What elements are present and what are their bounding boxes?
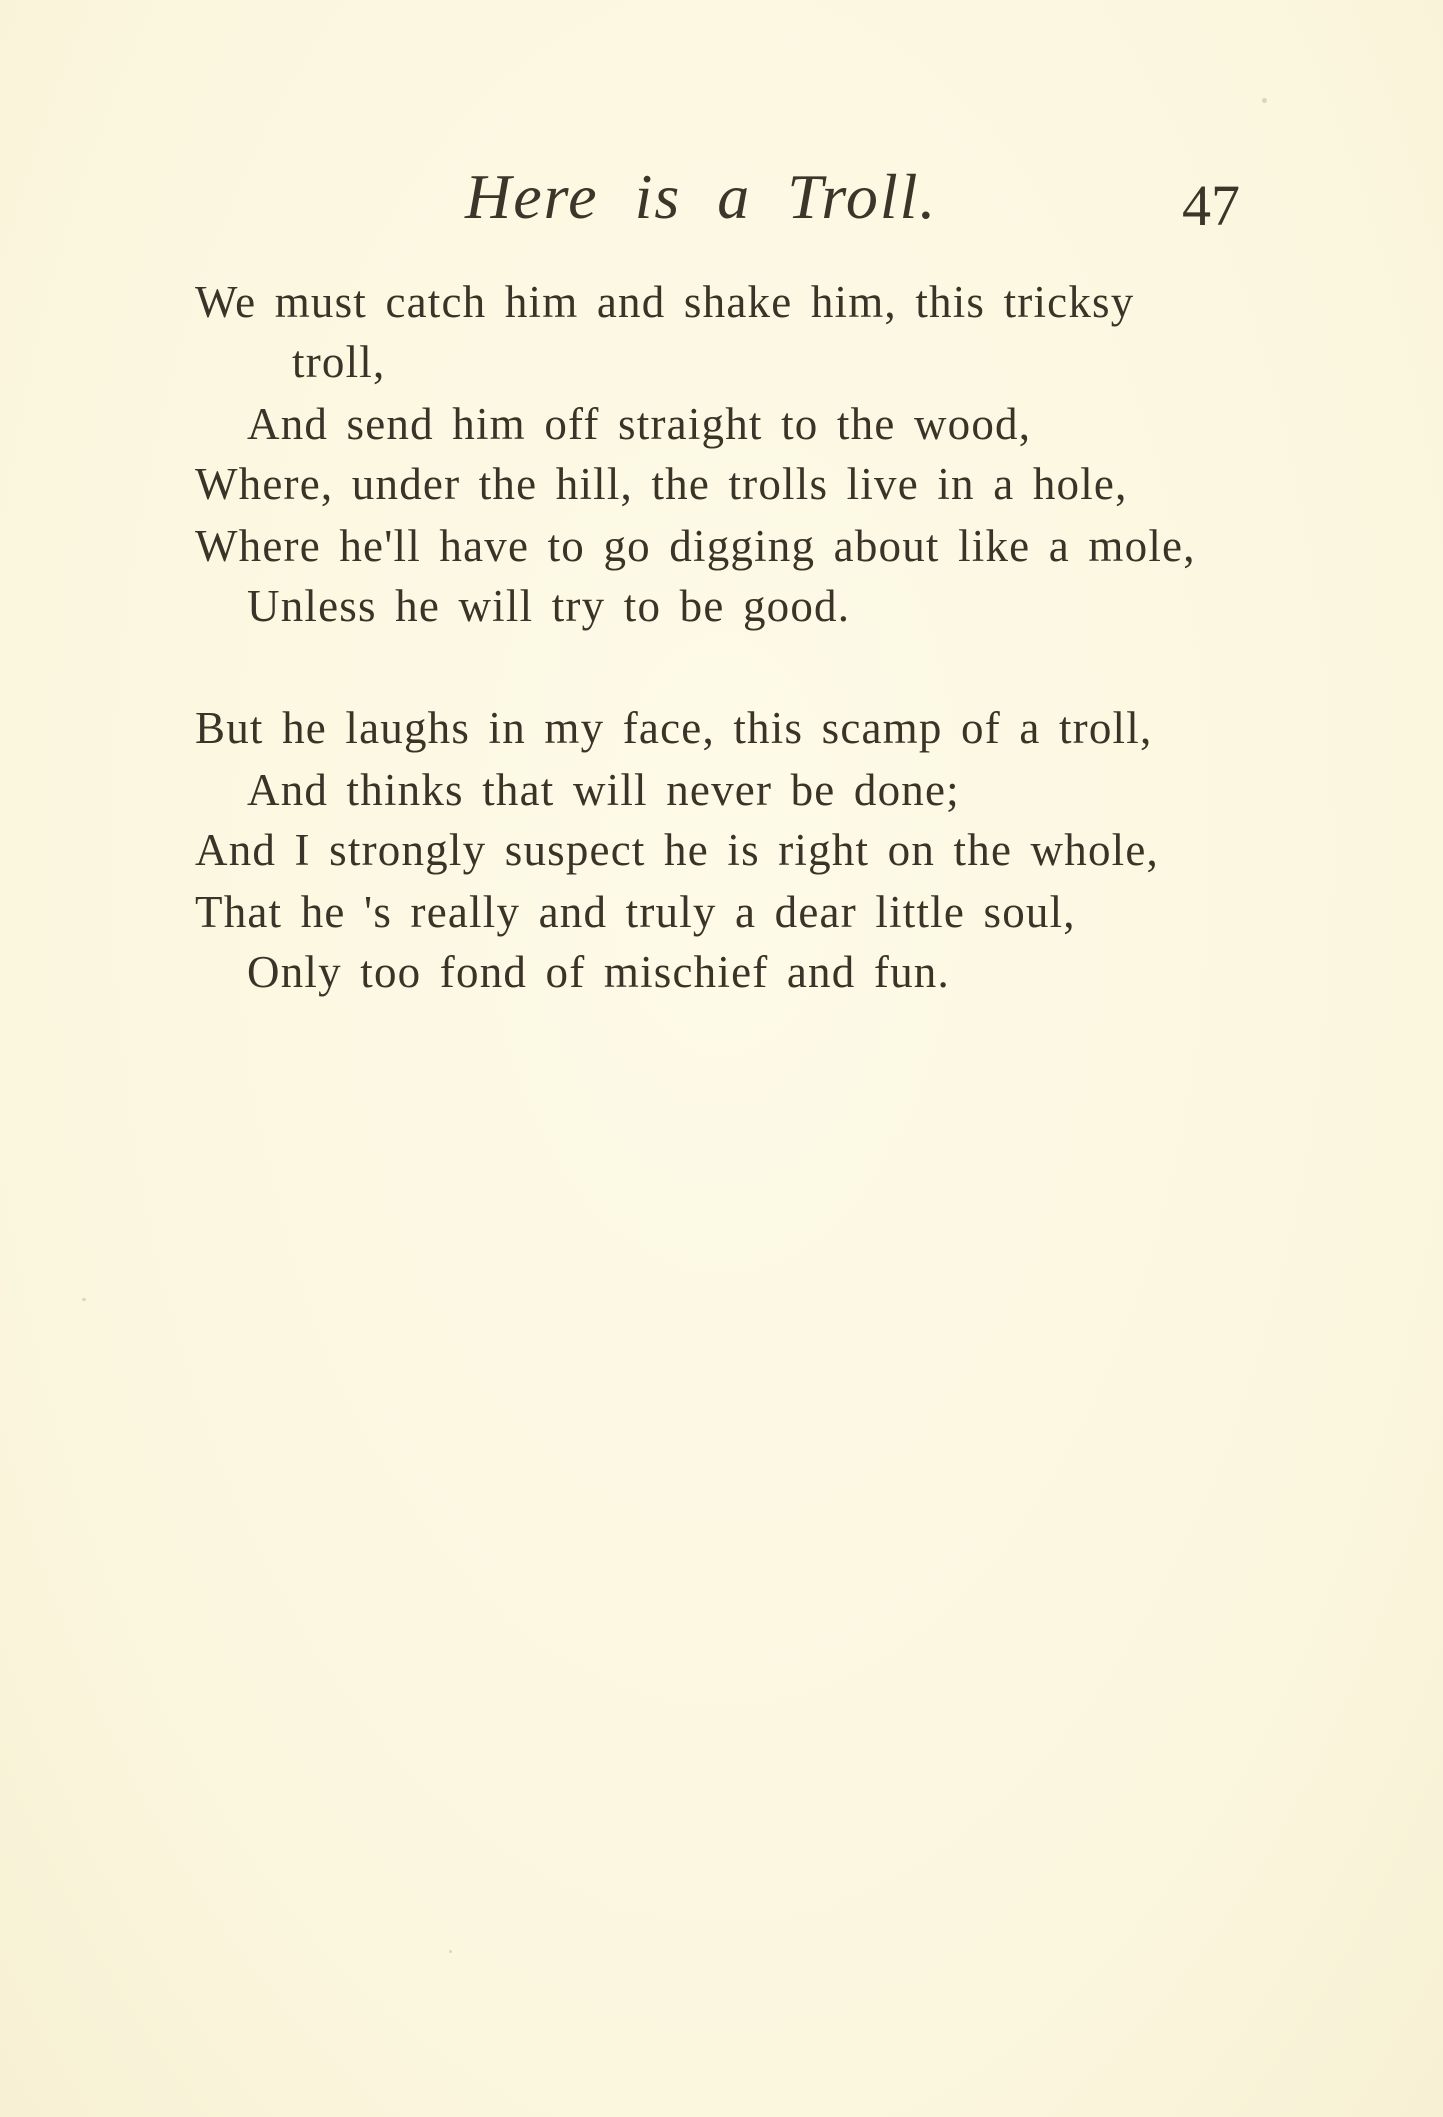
poem-line: Where he'll have to go digging about like a mole,	[195, 521, 1196, 571]
poem-line: That he 's really and truly a dear little soul,	[195, 887, 1076, 937]
poem-line: Unless he will try to be good.	[247, 581, 851, 631]
poem-line: And send him off straight to the wood,	[247, 399, 1032, 449]
paper-speck	[82, 1298, 86, 1301]
poem-line: We must catch him and shake him, this tricksy	[195, 277, 1135, 327]
running-title: Here is a Troll.	[465, 161, 938, 232]
poem-line: And thinks that will never be done;	[247, 765, 960, 815]
paper-speck	[449, 1950, 452, 1953]
paper-speck	[1262, 98, 1267, 103]
poem-line: Where, under the hill, the trolls live in a hole,	[195, 459, 1128, 509]
poem-line: Only too fond of mischief and fun.	[247, 947, 950, 997]
poem-line: troll,	[292, 337, 386, 387]
poem-line: But he laughs in my face, this scamp of a troll,	[195, 703, 1153, 753]
page-number: 47	[1182, 173, 1240, 238]
poem-line: And I strongly suspect he is right on the whole,	[195, 825, 1159, 875]
